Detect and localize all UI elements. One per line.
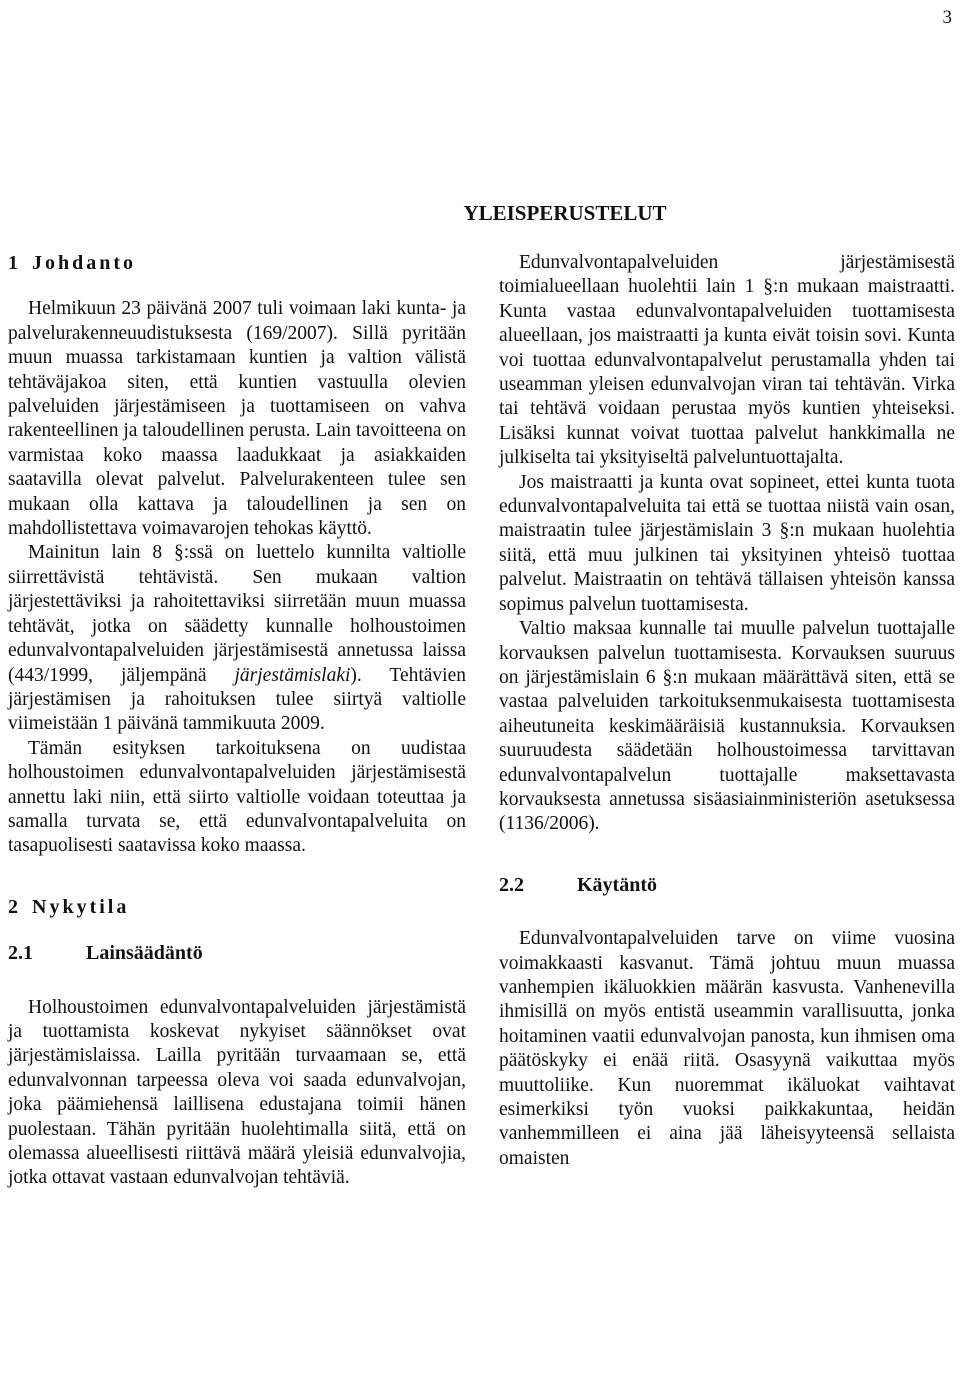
right-column (499, 251, 955, 1171)
heading-johdanto (8, 251, 466, 275)
heading-title: Johdanto (32, 252, 137, 274)
paragraph: Holhoustoimen edunvalvontapalveluiden järjestämistä ja tuottamista koskevat nykyiset säännökset ovat järjestämislaissa. Lailla pyritään turvaamaan se, että edunvalvonnan tarpeessa oleva voi saada edunvalvojan, joka päämiehensä laillisena edustajana toimii hänen puolestaan. Tähän pyritään huolehtimalla siitä, että on olemassa alueellisesti riittävä määrä yleisiä edunvalvojia, jotka ottavat vastaan edunvalvojan tehtäviä. (8, 996, 466, 1189)
heading-number: 2.1 (8, 942, 33, 965)
heading-number: 1 (8, 252, 18, 274)
section-title: YLEISPERUSTELUT (463, 201, 667, 225)
paragraph: Jos maistraatti ja kunta ovat sopineet, ettei kunta tuota edunvalvontapalveluita tai että se tuottaa niistä vain osan, maistraatin tulee järjestämislain 3 §:n mukaan huolehtia siitä, että muu julkinen tai yksityinen yhteisö tuottaa palvelut. Maistraatin on tehtävä tällaisen yhteisön kanssa sopimus palvelun tuottamisesta. (499, 471, 955, 615)
heading-nykytila (8, 895, 466, 919)
heading-lainsaadanto (8, 941, 466, 965)
heading-kaytanto (499, 873, 955, 897)
paragraph: Tämän esityksen tarkoituksena on uudistaa holhoustoimen edunvalvontapalveluiden järjestämisestä annettu laki niin, että siirto valtiolle voidaan toteuttaa ja samalla turvata se, että edunvalvontapalveluita on tasapuolisesti saatavissa koko maassa. (8, 737, 466, 857)
left-column (8, 251, 466, 1191)
paragraph: Helmikuun 23 päivänä 2007 tuli voimaan laki kunta- ja palvelurakenneuudistuksesta (169/2007). Sillä pyritään muun muassa tarkistamaan kuntien ja valtion välistä tehtäväjakoa siten, että kuntien vastuulla olevien palveluiden järjestämiseen ja tuottamiseen on vahva rakenteellinen ja taloudellinen perusta. Lain tavoitteena on varmistaa koko maassa laadukkaat ja asiakkaiden saatavilla olevat palvelut. Palvelurakenteen tulee sen mukaan olla kattava ja taloudellinen ja sen on mahdollistettava voimavarojen tehokas käyttö. (8, 298, 466, 540)
heading-number: 2.2 (499, 873, 524, 896)
heading-title: Nykytila (32, 895, 130, 918)
heading-number: 2 (8, 895, 18, 918)
page-number: 3 (942, 7, 952, 28)
heading-title: Lainsäädäntö (86, 942, 203, 965)
paragraph: Valtio maksaa kunnalle tai muulle palvelun tuottajalle korvauksen palvelun tuottamisesta. Korvauksen suuruus on järjestämislain 6 §:n mukaan määrättävä siten, että se vastaa palveluiden tarkoituksenmukaisesta tuottamisesta aiheutuneita keskimääräisiä kustannuksia. Korvauksen suuruudesta säädetään holhoustoimessa tarvittavan edunvalvontapalvelun tuottajalle maksettavasta korvauksesta annetussa sisäasiainministeriön asetuksessa (1136/2006). (499, 618, 955, 835)
paragraph: Edunvalvontapalveluiden tarve on viime vuosina voimakkaasti kasvanut. Tämä johtuu muun muassa vanhempien ikäluokkien määrän kasvusta. Vanhenevilla ihmisillä on myös entistä useammin varallisuutta, jonka hoitaminen vaatii edunvalvojan panosta, kun ihmisen oma päätöskyky ei enää riitä. Osasyynä vaikuttaa myös muuttoliike. Kun nuoremmat ikäluokat vaihtavat esimerkiksi työn vuoksi paikkakuntaa, heidän vanhemmilleen ei aina jää läheisyyteensä sellaista omaisten (499, 928, 955, 1169)
emphasis-term: järjestämislaki (234, 664, 351, 686)
paragraph: Edunvalvontapalveluiden järjestämisestä toimialueellaan huolehtii lain 1 §:n mukaan maistraatti. Kunta vastaa edunvalvontapalveluiden tuottamisesta alueellaan, jos maistraatti ja kunta eivät toisin sovi. Kunta voi tuottaa edunvalvontapalvelut perustamalla yhden tai useamman yleisen edunvalvojan viran tai tehtävän. Virka tai tehtävä voidaan perustaa myös kuntien yhteiseksi. Lisäksi kunnat voivat tuottaa palvelut hankkimalla ne julkiselta tai yksityiseltä palveluntuottajalta. (499, 252, 955, 469)
heading-title: Käytäntö (577, 873, 657, 896)
paragraph: Mainitun lain 8 §:ssä on luettelo kunnilta valtiolle siirrettävistä tehtävistä. Sen mukaan valtion järjestettäviksi ja rahoitettaviksi siirretään muun muassa tehtävät, jotka on säädetty kunnalle holhoustoimen edunvalvontapalveluiden järjestämisestä annetussa laissa (443/1999, jäljempänä järjestämislaki). Tehtävien järjestämisen ja rahoituksen tulee siirtyä valtiolle viimeistään 1 päivänä tammikuuta 2009. (8, 542, 466, 735)
